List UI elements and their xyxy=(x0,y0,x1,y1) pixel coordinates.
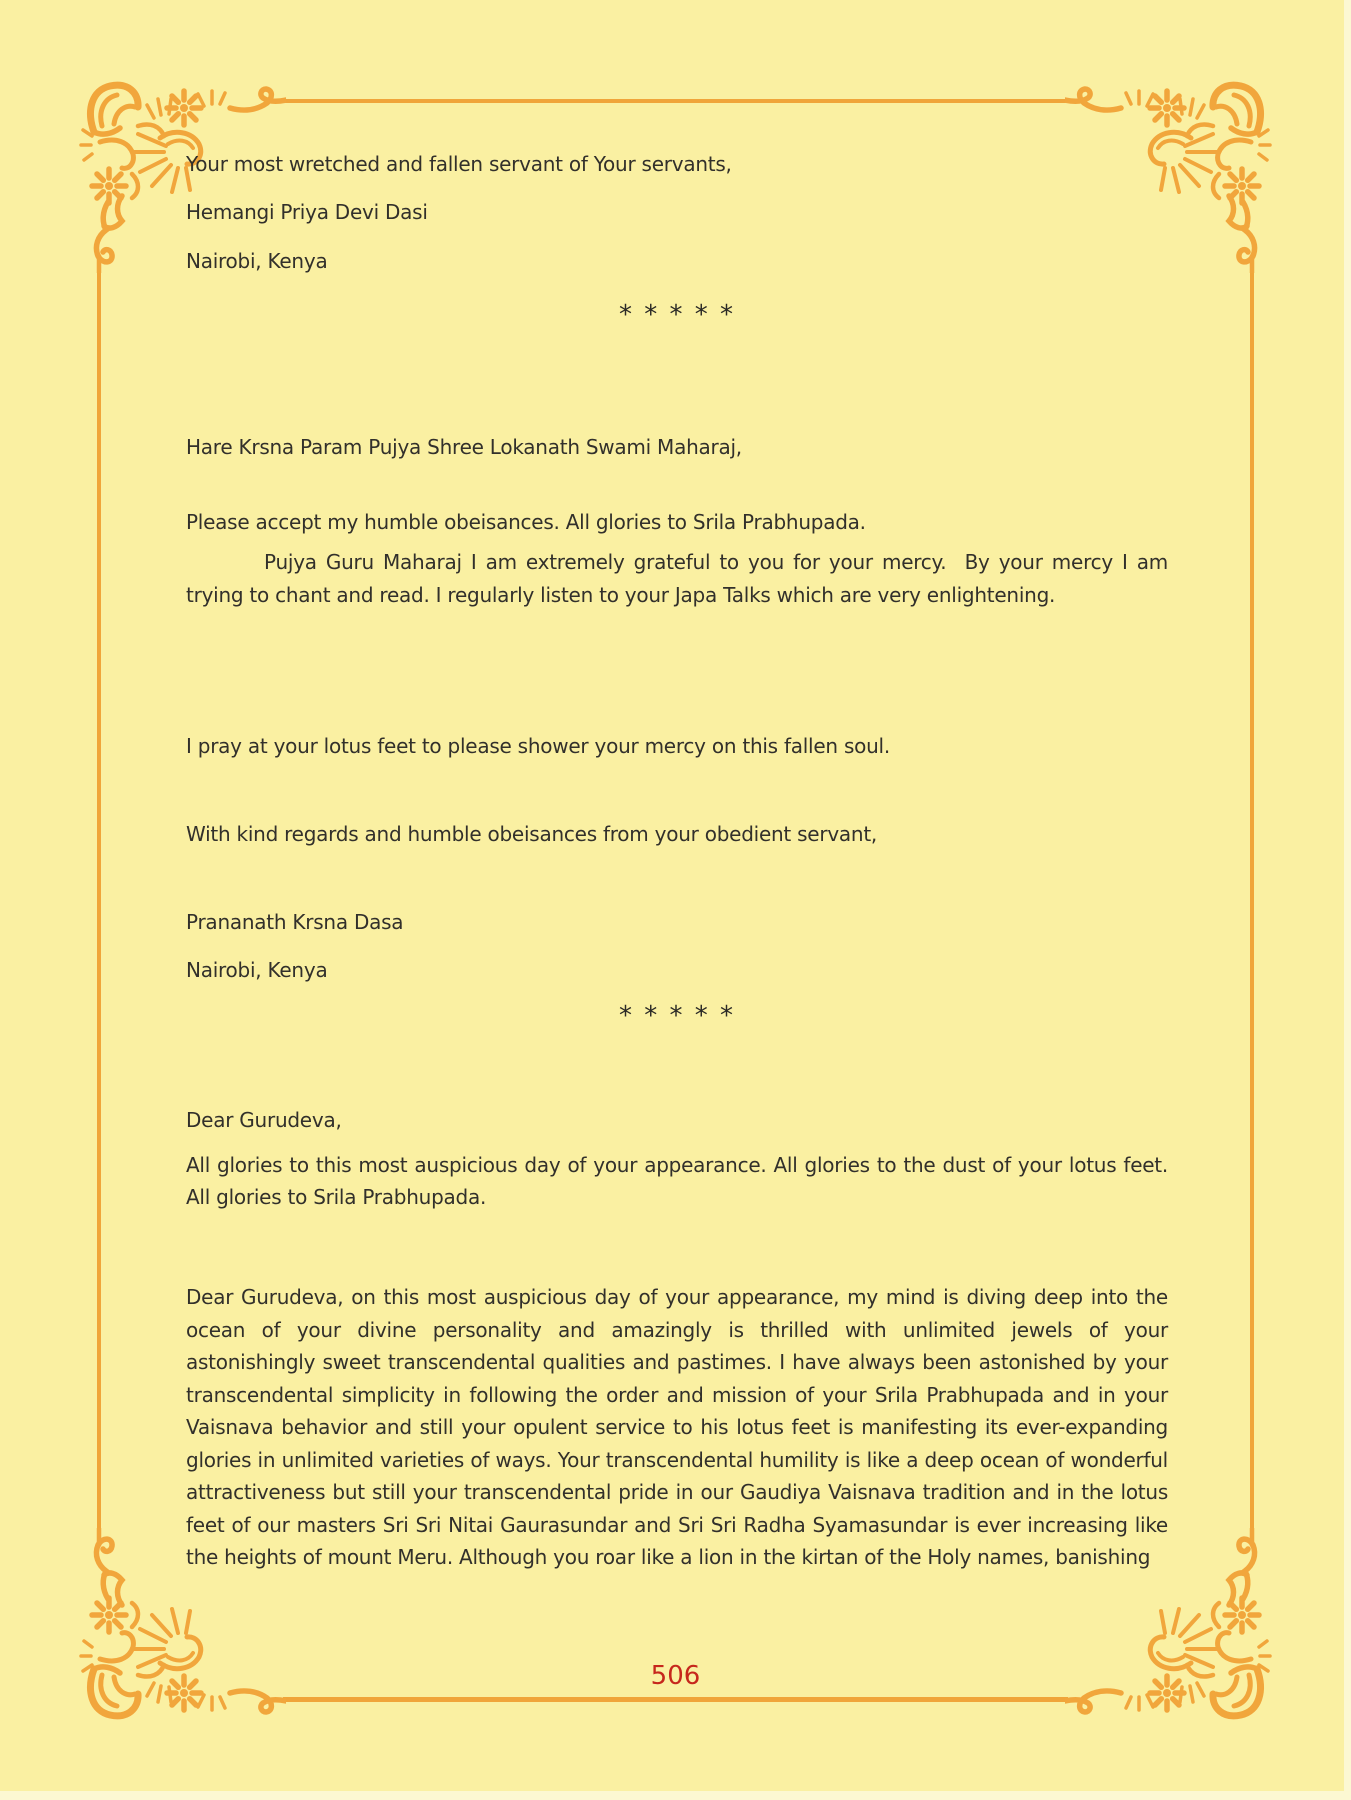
letter2-signature: Prananath Krsna Dasa xyxy=(186,910,404,934)
letter3-salutation: Dear Gurudeva, xyxy=(186,1108,342,1132)
scan-edge-right xyxy=(1344,0,1351,1800)
letter2-prayer-line: I pray at your lotus feet to please shower your mercy on this fallen soul. xyxy=(186,734,890,758)
border-line-left xyxy=(97,268,101,1542)
letter2-body-paragraph: Pujya Guru Maharaj I am extremely grateful to you for your mercy. By your mercy I am trying to chant and read. I regularly listen to your Japa Talks which are very enlightening. xyxy=(186,550,1168,607)
letter1-signature: Hemangi Priya Devi Dasi xyxy=(186,200,428,224)
border-line-right xyxy=(1250,268,1254,1542)
text-column xyxy=(186,0,1168,1800)
letter1-location: Nairobi, Kenya xyxy=(186,249,328,273)
section-separator-stars: * * * * * xyxy=(618,1001,736,1031)
section-separator-stars: * * * * * xyxy=(618,300,736,330)
letter2-location: Nairobi, Kenya xyxy=(186,958,328,982)
page-number: 506 xyxy=(650,1661,701,1691)
letter2-salutation: Hare Krsna Param Pujya Shree Lokanath Swami Maharaj, xyxy=(186,435,742,459)
letter1-closing-line: Your most wretched and fallen servant of Your servants, xyxy=(186,152,732,176)
scan-edge-bottom xyxy=(0,1791,1351,1800)
letter3-glories-paragraph: All glories to this most auspicious day of your appearance. All glories to the dust of your lotus feet. All glories to Srila Prabhupada. xyxy=(186,1153,1168,1209)
letter3-body-paragraph: Dear Gurudeva, on this most auspicious day of your appearance, my mind is diving deep into the ocean of your divine personality and amazingly is thrilled with unlimited jewels of your astonishingly sweet transcendental qualities and pastimes. I have always been astonished by your transcendental simplicity in following the order and mission of your Srila Prabhupada and in your Vaisnava behavior and still your opulent service to his lotus feet is manifesting its ever-expanding glories in unlimited varieties of ways. Your transcendental humility is like a deep ocean of wonderful attractiveness but still your transcendental pride in our Gaudiya Vaisnava tradition and in the lotus feet of our masters Sri Sri Nitai Gaurasundar and Sri Sri Radha Syamasundar is ever increasing like the heights of mount Meru. Although you roar like a lion in the kirtan of the Holy names, banishing xyxy=(186,1285,1168,1569)
letter2-closing-line: With kind regards and humble obeisances from your obedient servant, xyxy=(186,822,878,846)
letter2-obeisances: Please accept my humble obeisances. All glories to Srila Prabhupada. xyxy=(186,510,866,534)
